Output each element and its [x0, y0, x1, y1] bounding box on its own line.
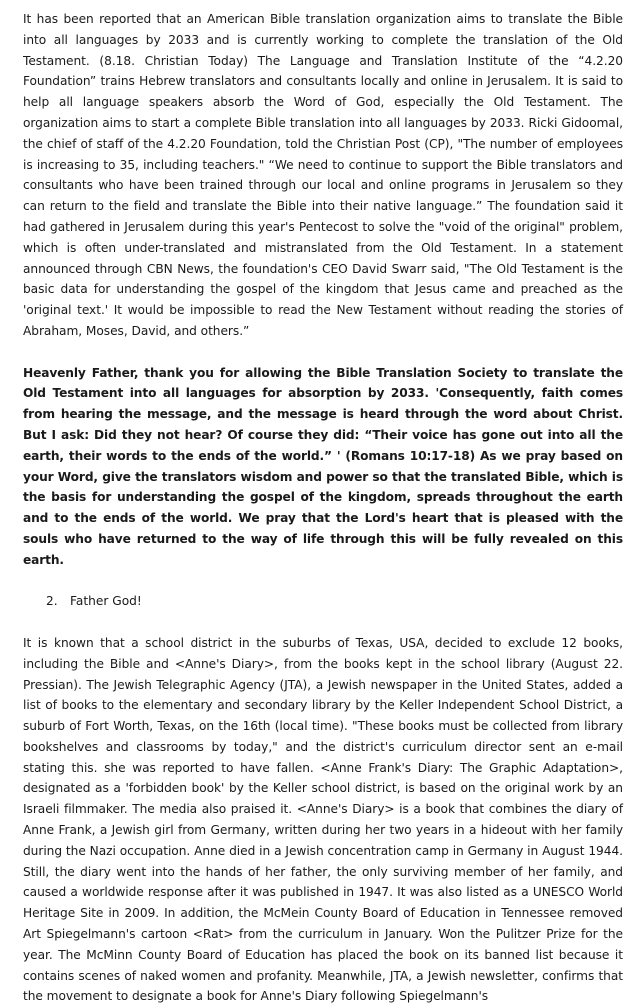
document-page: [23, 9, 623, 1007]
paragraph-spacer: [23, 612, 623, 633]
paragraph-spacer: [23, 571, 623, 592]
list-item-number: 2.: [46, 594, 58, 609]
news-paragraph-bible-translation: It has been reported that an American Bible translation organization aims to translate the Bible into all languages by 2033 and is currently working to complete the translation of the Old Testament. (8.18. Christian Today) The Language and Translation Institute of the “4.2.20 Foundation” trains Hebrew translators and consultants locally and online in Jerusalem. It is said to help all language speakers absorb the Word of God, especially the Old Testament. The organization aims to start a complete Bible translation into all languages by 2033. Ricki Gidoomal, the chief of staff of the 4.2.20 Foundation, told the Christian Post (CP), "The number of employees is increasing to 35, including teachers." “We need to continue to support the Bible translators and consultants who have been trained through our local and online programs in Jerusalem so they can return to the field and translate the Bible into their native language.” The foundation said it had gathered in Jerusalem during this year's Pentecost to solve the "void of the original" problem, which is often under-translated and mistranslated from the Old Testament. In a statement announced through CBN News, the foundation's CEO David Swarr said, "The Old Testament is the basic data for understanding the gospel of the kingdom that Jesus came and preached as the 'original text.' It would be impossible to read the New Testament without reading the stories of Abraham, Moses, David, and others.”: [23, 12, 623, 338]
paragraph-spacer: [23, 342, 623, 363]
prayer-paragraph-bible-translation: Heavenly Father, thank you for allowing the Bible Translation Society to translate the Old Testament into all languages for absorption by 2033. 'Consequently, faith comes from hearing the message, and the message is heard through the word about Christ. But I ask: Did they not hear? Of course they did: “Their voice has gone out into all the earth, their words to the ends of the world.” ' (Romans 10:17-18) As we pray based on your Word, give the translators wisdom and power so that the translated Bible, which is the basis for understanding the gospel of the kingdom, spreads throughout the earth and to the ends of the world. We pray that the Lord's heart that is pleased with the souls who have returned to the way of life through this will be fully revealed on this earth.: [23, 365, 623, 567]
list-item-heading: Father God!: [70, 594, 142, 609]
numbered-list-item: [23, 591, 623, 612]
news-paragraph-book-ban: It is known that a school district in the suburbs of Texas, USA, decided to exclude 12 books, including the Bible and <Anne's Diary>, from the books kept in the school library (August 22. Pressian). The Jewish Telegraphic Agency (JTA), a Jewish newspaper in the United States, added a list of books to the elementary and secondary library by the Keller Independent School District, a suburb of Fort Worth, Texas, on the 16th (local time). "These books must be collected from library bookshelves and classrooms by today," and the district's curriculum director sent an e-mail stating this. she was reported to have fallen. <Anne Frank's Diary: The Graphic Adaptation>, designated as a 'forbidden book' by the Keller school district, is based on the original work by an Israeli filmmaker. The media also praised it. <Anne's Diary> is a book that combines the diary of Anne Frank, a Jewish girl from Germany, written during her two years in a hideout with her family during the Nazi occupation. Anne died in a Jewish concentration camp in Germany in August 1944. Still, the diary went into the hands of her father, the only surviving member of her family, and caused a worldwide response after it was published in 1947. It was also listed as a UNESCO World Heritage Site in 2009. In addition, the McMein County Board of Education in Tennessee removed Art Spiegelmann's cartoon <Rat> from the curriculum in January. Won the Pulitzer Prize for the year. The McMinn County Board of Education has placed the book on its banned list because it contains scenes of naked women and profanity. Meanwhile, JTA, a Jewish newsletter, confirms that the movement to designate a book for Anne's Diary following Spiegelmann's: [23, 635, 623, 1004]
